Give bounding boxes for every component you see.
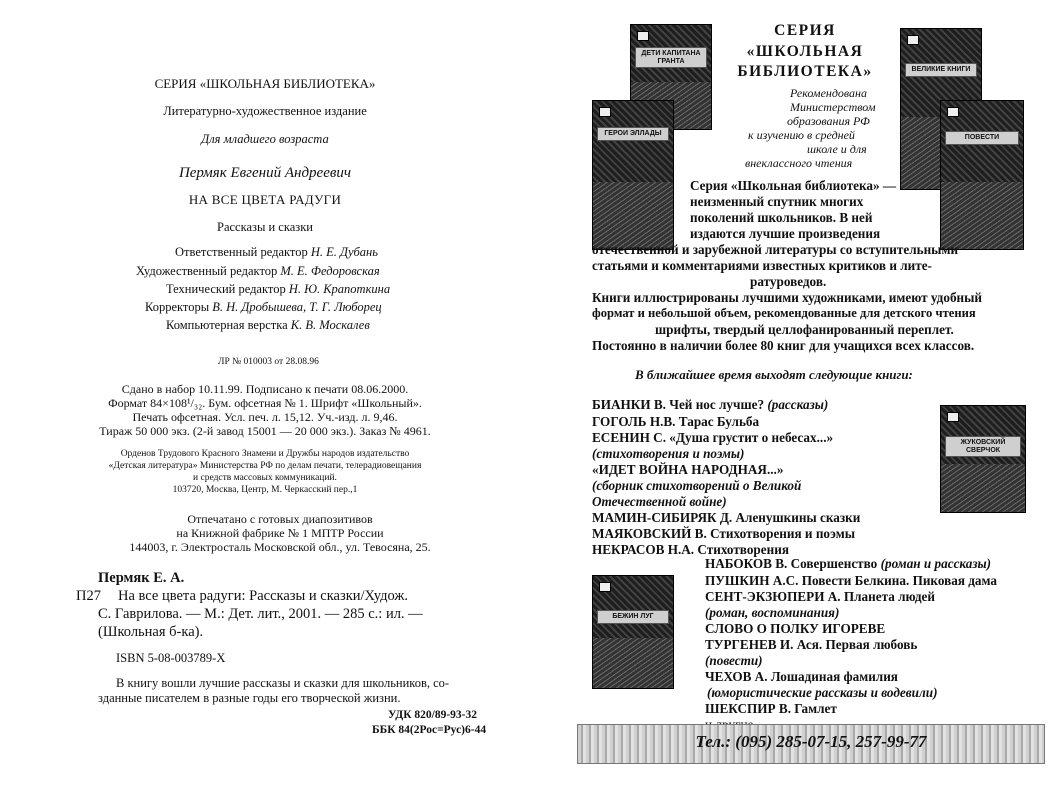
book-list-item: НЕКРАСОВ Н.А. Стихотворения bbox=[592, 542, 789, 557]
description-line: отечественной и зарубежной литературы со вступительными bbox=[592, 242, 959, 257]
book-list-item: (роман, воспоминания) bbox=[705, 605, 840, 620]
description-line: издаются лучшие произведения bbox=[690, 226, 881, 241]
description-line: неизменный спутник многих bbox=[690, 194, 864, 209]
catalog-line: На все цвета радуги: Рассказы и сказки/Худож. bbox=[118, 588, 408, 604]
series-ad-page bbox=[535, 0, 1061, 800]
book-cover: ПОВЕСТИ bbox=[940, 100, 1024, 250]
isbn: ISBN 5-08-003789-X bbox=[116, 651, 226, 665]
book-list-item: (повести) bbox=[705, 653, 763, 668]
recommend-line: Рекомендована bbox=[790, 86, 868, 100]
book-list-item: СЛОВО О ПОЛКУ ИГОРЕВЕ bbox=[705, 621, 886, 636]
bbk-code: ББК 84(2Рос=Рус)6-44 bbox=[372, 724, 487, 736]
print-line: Тираж 50 000 экз. (2-й завод 15001 — 20 000 экз.). Заказ № 4961. bbox=[99, 424, 431, 438]
book-cover: ГЕРОИ ЭЛЛАДЫ bbox=[592, 100, 674, 250]
annotation-line: В книгу вошли лучшие рассказы и сказки для школьников, со- bbox=[116, 676, 450, 690]
book-list-item: ГОГОЛЬ Н.В. Тарас Бульба bbox=[592, 414, 760, 429]
upcoming-heading: В ближайшее время выходят следующие книги: bbox=[635, 367, 913, 382]
printer-line: 144003, г. Электросталь Московской обл., ул. Тевосяна, 25. bbox=[129, 540, 431, 554]
series-title: СЕРИЯ «ШКОЛЬНАЯ БИБЛИОТЕКА» bbox=[154, 76, 376, 91]
publisher-line: и средств массовых коммуникаций. bbox=[193, 473, 337, 483]
print-line: Печать офсетная. Усл. печ. л. 15,12. Уч.-изд. л. 9,46. bbox=[132, 410, 398, 424]
description-line: Серия «Школьная библиотека» — bbox=[690, 178, 897, 193]
recommend-line: школе и для bbox=[807, 142, 867, 156]
recommend-line: внеклассного чтения bbox=[745, 156, 853, 170]
catalog-line: С. Гаврилова. — М.: Дет. лит., 2001. — 285 с.: ил. — bbox=[98, 606, 423, 622]
catalog-line: (Школьная б-ка). bbox=[98, 624, 204, 640]
book-list-item: ПУШКИН А.С. Повести Белкина. Пиковая дама bbox=[705, 573, 998, 588]
udk-code: УДК 820/89-93-32 bbox=[388, 709, 478, 721]
book-list-item: ШЕКСПИР В. Гамлет bbox=[705, 701, 837, 716]
book-subtitle: Рассказы и сказки bbox=[217, 220, 313, 234]
header-line: СЕРИЯ bbox=[774, 22, 836, 39]
description-line: Книги иллюстрированы лучшими художниками, имеют удобный bbox=[592, 290, 983, 305]
recommend-line: Министерством bbox=[790, 100, 876, 114]
description-line: шрифты, твердый целлофанированный переплет. bbox=[655, 322, 954, 337]
edition-type: Литературно-художественное издание bbox=[163, 104, 367, 118]
publisher-line: 103720, Москва, Центр, М. Черкасский пер.,1 bbox=[172, 485, 358, 495]
book-list-item: «ИДЕТ ВОЙНА НАРОДНАЯ...» bbox=[592, 462, 784, 477]
staff-line: Компьютерная верстка К. В. Москалев bbox=[166, 318, 370, 332]
book-list-item: (стихотворения и поэмы) bbox=[592, 446, 745, 461]
description-line: Постоянно в наличии более 80 книг для учащихся всех классов. bbox=[592, 338, 975, 353]
description-line: формат и небольшой объем, рекомендованные для детского чтения bbox=[592, 306, 976, 320]
book-cover: ЖУКОВСКИЙ СВЕРЧОК bbox=[940, 405, 1026, 513]
header-line: «ШКОЛЬНАЯ bbox=[746, 43, 864, 60]
book-cover: ДЕТИ КАПИТАНА ГРАНТА bbox=[630, 24, 712, 130]
book-list-item: СЕНТ-ЭКЗЮПЕРИ А. Планета людей bbox=[705, 589, 935, 604]
printer-line: Отпечатано с готовых диапозитивов bbox=[187, 512, 373, 526]
header-line: БИБЛИОТЕКА» bbox=[737, 63, 873, 80]
staff-line: Художественный редактор М. Е. Федоровская bbox=[136, 264, 380, 278]
phone-number: Тел.: (095) 285-07-15, 257-99-77 bbox=[695, 732, 927, 751]
annotation-line: зданные писателем в разные годы его творческой жизни. bbox=[98, 691, 401, 705]
book-title: НА ВСЕ ЦВЕТА РАДУГИ bbox=[188, 192, 342, 207]
book-list-item: ЧЕХОВ А. Лошадиная фамилия bbox=[705, 669, 898, 684]
staff-line: Ответственный редактор Н. Е. Дубань bbox=[175, 245, 378, 259]
age-group: Для младшего возраста bbox=[201, 132, 329, 146]
book-list-item: ЕСЕНИН С. «Душа грустит о небесах...» bbox=[592, 430, 834, 445]
book-cover: БЕЖИН ЛУГ bbox=[592, 575, 674, 689]
book-list-item: (сборник стихотворений о Великой bbox=[592, 478, 802, 493]
printer-line: на Книжной фабрике № 1 МПТР России bbox=[176, 526, 384, 540]
print-line: Сдано в набор 10.11.99. Подписано к печати 08.06.2000. bbox=[121, 382, 409, 396]
staff-line: Корректоры В. Н. Дробышева, Т. Г. Люборец bbox=[145, 300, 382, 314]
description-line: поколений школьников. В ней bbox=[690, 210, 873, 225]
catalog-code: П27 bbox=[76, 588, 101, 604]
author-full-name: Пермяк Евгений Андреевич bbox=[178, 165, 352, 181]
staff-line: Технический редактор Н. Ю. Крапоткина bbox=[166, 282, 391, 296]
publisher-line: «Детская литература» Министерства РФ по делам печати, телерадиовещания bbox=[108, 461, 422, 471]
publisher-line: Орденов Трудового Красного Знамени и Дружбы народов издательство bbox=[120, 449, 410, 459]
book-list-item: БИАНКИ В. Чей нос лучше? (рассказы) bbox=[592, 397, 829, 412]
book-list-item: Отечественной войне) bbox=[592, 494, 727, 509]
description-line: ратуроведов. bbox=[750, 274, 827, 289]
description-line: статьями и комментариями известных критиков и лите- bbox=[592, 258, 932, 273]
phone-banner bbox=[577, 724, 1045, 764]
recommend-line: образования РФ bbox=[787, 114, 870, 128]
book-list-item: МАЯКОВСКИЙ В. Стихотворения и поэмы bbox=[592, 526, 856, 541]
book-list-item: НАБОКОВ В. Совершенство (роман и рассказы) bbox=[705, 556, 992, 571]
print-line: Формат 84×108¹/₃₂. Бум. офсетная № 1. Шрифт «Школьный». bbox=[108, 396, 422, 410]
book-list-item: МАМИН-СИБИРЯК Д. Аленушкины сказки bbox=[592, 510, 861, 525]
license-number: ЛР № 010003 от 28.08.96 bbox=[218, 357, 319, 367]
book-cover: ВЕЛИКИЕ КНИГИ bbox=[900, 28, 982, 190]
book-list-item: ТУРГЕНЕВ И. Ася. Первая любовь bbox=[705, 637, 918, 652]
recommend-line: к изучению в средней bbox=[748, 128, 855, 142]
book-list-item: (юмористические рассказы и водевили) bbox=[707, 685, 938, 700]
catalog-author: Пермяк Е. А. bbox=[98, 570, 185, 586]
imprint-page bbox=[0, 0, 530, 800]
